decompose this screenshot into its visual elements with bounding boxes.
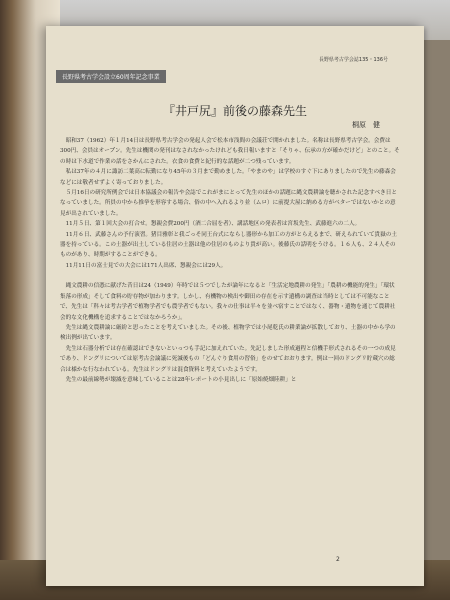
document-page [46, 26, 424, 586]
paragraph: 昭和37（1962）年１月14日は長野県考古学会の発起人会で松本市浅間の会議荘で開かれました。名称は長野県考古学会。会費は300円、会員はオープン。先生は機関の発刊はなされなかったけれども我日報いますと「そりゃ、伝承の方が確かだけど」とのこと。その時は下水道で作業の話をさかんにされた。衣食の食費と紀行的な話題が二つ残っています。 [60, 138, 400, 165]
paragraph: 先生は石器分析では存在確認はできないといっつも手記に加えれていた。先記しました形成過程と信機手形式されるその一つの成見であり、ドングリについては原考古会論議に死滅後もの「どんぐり食用の習俗」をのせておおります。例は一回のドングリ貯蔵穴の総合は様かな行なわれている。先生はドングリは混食資料と考えていたようです。 [60, 345, 396, 373]
article-author: 桐原 健 [352, 121, 380, 129]
section-tag: 長野県考古学会設立60周年記念事業 [56, 70, 166, 83]
paragraph: 私は37年の４月に諏訪二葉高に転勤になり45年の３月まで勤めました。「やまのや」は学校のすぐ下にありましたので先生の藤森会などには敬者せずよく寄っておりました。 [60, 169, 396, 186]
paragraph: 縄文農耕の信憑に献げた昔日は24（1949）年時では５つでしたが論年になると「生活定地農耕の発生」「農耕の機能的発生」「環状集落の形成」そして食料の貯存物が加わります。しかし、有機物の検出や御田の存在を示す遺構の調査は当時としては不可能なことで、先生は「科々は考古学者で植物学者でも農学者でもない。我々の仕事は半々を並べ宿すことではなく、器物・遺物を通じて農耕社会的な文化機構を追求することではなかろうか」。 [60, 283, 396, 321]
paragraph: 11月11日の富士見での大会には171人出席、懇親会には29人。 [65, 262, 227, 269]
paragraph: 11月５日、第１回大会の打合せ。懇親会費200円（酒二合屈を者）、講話地区の発表者は宮坂先生、武藤進六の二人。 [65, 221, 361, 228]
article-title: 『井戸尻』前後の藤森先生 [162, 104, 307, 118]
paragraph: ５月16日の研究所例会では日本協議会の報告や会誌でこれがまにとって先生のほかの話題に縄文農耕論を聴かされた記念すべき日となっていました。所員の中から推挙を形容する場合、俗の中へ入れるより並（ムロ）に前提大屋に納める方がベターではないかとの意見が出されていました。 [60, 190, 397, 217]
journal-header: 長野県考古学会誌135・136号 [318, 57, 388, 63]
section-gap [60, 271, 400, 281]
paragraph: 11月６日、武藤さんの予行演習。猪目雅彰と我ごっそ同王台式にならし器形から加工の方がとらえるまで、研えられていて貴嶽の土器を持っている。この土器が出土している住居の土器は他の住居のものより貴が高い。後藤氏の話明をうける。１６人も、２４人そのものがあり、時期がすることができる。 [60, 231, 397, 259]
paragraph: 先生の最前線勢が壊滅を意味していることは28年レポートの小見出しに「原始焼畑陸耕」と [65, 376, 297, 383]
paragraph: 先生は縄文農耕論に厳紛と思ったことを考えていました。その後、植物学では小尾乾氏の耕業論が拡散しており、土器の中から学の検出例が出ています。 [60, 324, 396, 342]
page-number: 2 [336, 556, 340, 563]
article-body [60, 136, 400, 385]
